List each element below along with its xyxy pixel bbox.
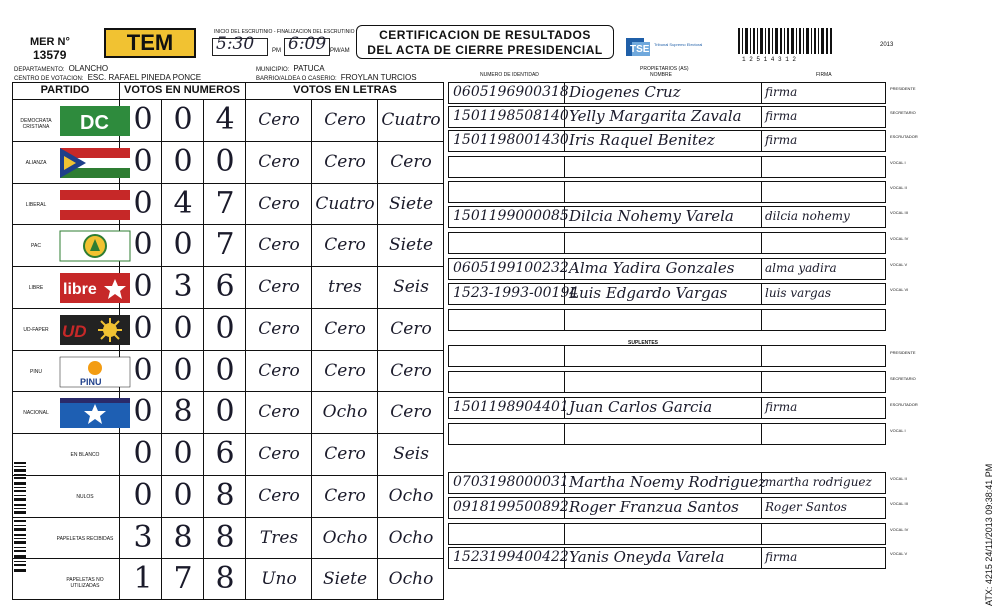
vote-digit: 0 — [173, 352, 193, 388]
member-signature: firma — [765, 85, 798, 99]
member-signature: firma — [765, 550, 798, 564]
vote-word: Cero — [258, 402, 300, 423]
end-ampm: PM/AM — [330, 48, 350, 54]
vote-word: Cero — [390, 151, 432, 172]
mer-label: MER N° — [30, 36, 70, 48]
member-name: Martha Noemy Rodriguez — [569, 473, 767, 491]
member-role: VOCAL V — [890, 551, 908, 556]
member-id: 1501198508140 — [453, 108, 569, 124]
member-id: 0703198000031 — [453, 474, 569, 490]
member-signature: alma yadira — [765, 261, 837, 275]
vote-digit: 1 — [133, 561, 153, 597]
vote-word: Cero — [258, 151, 300, 172]
department — [14, 64, 108, 73]
member-row — [448, 258, 886, 280]
vote-digit: 0 — [173, 310, 193, 346]
vote-word: Siete — [388, 193, 434, 214]
member-row — [448, 283, 886, 305]
member-role: VOCAL III — [890, 501, 908, 506]
voting-center-label: CENTRO DE VOTACION: — [14, 76, 84, 82]
vote-digit: 3 — [133, 519, 153, 555]
party-flag-icon — [60, 190, 130, 220]
logo-text: TSE — [630, 44, 650, 55]
member-name: Dilcia Nohemy Varela — [569, 207, 734, 225]
vote-digit: 0 — [215, 310, 235, 346]
party-row — [13, 351, 443, 393]
member-role: SECRETARIO — [890, 110, 916, 115]
department-value: OLANCHO — [68, 64, 109, 73]
party-row — [13, 184, 443, 226]
col-sign-header: FIRMA — [816, 72, 832, 78]
member-signature: Roger Santos — [765, 500, 847, 514]
member-name: Juan Carlos Garcia — [569, 398, 713, 416]
member-row — [448, 130, 886, 152]
member-name: Yelly Margarita Zavala — [569, 107, 742, 125]
party-name: NULOS — [76, 493, 94, 500]
vote-word: Uno — [261, 569, 297, 590]
vote-word: Tres — [259, 527, 299, 548]
member-row — [448, 156, 886, 178]
party-row — [13, 142, 443, 184]
vote-word: Cero — [324, 235, 366, 256]
tse-logo-icon — [624, 34, 703, 60]
voting-center — [14, 73, 201, 82]
member-name: Yanis Oneyda Varela — [569, 548, 725, 566]
member-role: VOCAL IV — [890, 527, 909, 532]
vote-digit: 0 — [215, 143, 235, 179]
suplentes-label: SUPLENTES — [628, 340, 659, 346]
member-role: PRESIDENTE — [890, 86, 916, 91]
party-row — [13, 225, 443, 267]
header-votes-numbers: VOTOS EN NUMEROS — [124, 84, 240, 96]
member-row — [448, 309, 886, 331]
vote-digit: 0 — [133, 185, 153, 221]
member-id: 1523-1993-00194 — [453, 285, 579, 301]
member-id: 1523199400422 — [453, 549, 569, 565]
member-signature: firma — [765, 109, 798, 123]
member-id: 1501198001430 — [453, 132, 569, 148]
vote-digit: 0 — [133, 227, 153, 263]
party-flag-icon — [60, 315, 130, 345]
vote-word: Seis — [393, 277, 429, 297]
member-id: 0918199500892 — [453, 499, 569, 515]
member-row — [448, 232, 886, 254]
member-signature: luis vargas — [765, 286, 832, 300]
vote-word: Cero — [390, 402, 432, 423]
vote-digit: 0 — [133, 352, 153, 388]
vote-word: Cero — [324, 485, 366, 506]
member-id: 0605199100232 — [453, 260, 569, 276]
vote-word: tres — [328, 277, 362, 297]
vote-word: Cero — [324, 151, 366, 172]
village-value: FROYLAN TURCIOS — [340, 73, 417, 82]
vote-digit: 8 — [215, 477, 235, 513]
mer-number: 13579 — [33, 48, 67, 62]
party-row — [13, 518, 443, 560]
municipality — [256, 64, 325, 73]
member-role: VOCAL II — [890, 185, 907, 190]
table-type-badge: TEM — [104, 28, 196, 58]
vote-word: Cuatro — [381, 110, 441, 130]
vote-digit: 3 — [173, 269, 193, 304]
vote-digit: 0 — [133, 269, 153, 304]
svg-text:libre: libre — [63, 281, 97, 298]
vote-word: Cero — [258, 318, 300, 339]
member-id: 0605196900318 — [453, 84, 569, 100]
member-role: VOCAL VI — [890, 287, 909, 292]
vote-digit: 0 — [133, 436, 153, 471]
member-name: Diogenes Cruz — [569, 83, 681, 101]
vote-word: Cero — [324, 110, 366, 130]
member-row — [448, 472, 886, 494]
member-name: Roger Franzua Santos — [569, 498, 739, 516]
header-votes-words: VOTOS EN LETRAS — [293, 84, 397, 96]
svg-text:DC: DC — [80, 112, 109, 134]
year: 2013 — [880, 42, 894, 48]
party-name: EN BLANCO — [70, 452, 100, 458]
member-row — [448, 547, 886, 569]
member-row — [448, 371, 886, 393]
member-role: SECRETARIO — [890, 376, 916, 381]
village — [256, 73, 417, 82]
vote-digit: 0 — [133, 143, 153, 179]
member-signature: firma — [765, 133, 798, 147]
vote-word: Cero — [390, 318, 432, 339]
vote-digit: 0 — [133, 102, 153, 137]
member-signature: firma — [765, 400, 798, 414]
municipality-label: MUNICIPIO: — [256, 67, 290, 73]
voting-center-value: ESC. RAFAEL PINEDA PONCE — [87, 73, 202, 82]
vote-digit: 7 — [215, 227, 235, 263]
vote-word: Cuatro — [315, 193, 375, 214]
party-name: PAC — [31, 243, 41, 250]
vote-word: Seis — [393, 444, 429, 464]
header-partido: PARTIDO — [40, 84, 90, 96]
timestamp-stamp: ATX: 4215 24/11/2013 09:38:41 PM — [984, 463, 994, 606]
results-table — [12, 82, 444, 600]
party-row — [13, 559, 443, 601]
vote-digit: 0 — [215, 394, 235, 430]
party-row — [13, 267, 443, 309]
member-row — [448, 345, 886, 367]
member-role: ESCRUTADOR — [890, 134, 918, 139]
document-title — [356, 25, 614, 59]
vote-digit: 4 — [173, 185, 193, 221]
vote-digit: 8 — [215, 519, 235, 555]
party-flag-icon — [60, 106, 130, 136]
party-name: LIBERAL — [25, 201, 47, 208]
party-name: PAPELETAS NO UTILIZADAS — [66, 577, 104, 590]
party-name: NACIONAL — [23, 410, 49, 417]
party-flag-icon — [60, 148, 130, 178]
vote-word: Ocho — [388, 569, 434, 590]
member-name: Alma Yadira Gonzales — [569, 259, 735, 277]
vote-word: Cero — [390, 360, 432, 381]
vote-word: Cero — [258, 360, 300, 381]
svg-text:PINU: PINU — [80, 376, 102, 387]
party-name: PINU — [30, 368, 42, 375]
member-signature: dilcia nohemy — [765, 209, 850, 223]
party-row — [13, 309, 443, 351]
start-ampm: PM — [272, 48, 281, 54]
table-header — [13, 83, 443, 100]
col-id-header: NUMERO DE IDENTIDAD — [480, 72, 539, 78]
vote-digit: 0 — [173, 102, 193, 137]
vote-digit: 0 — [133, 477, 153, 513]
party-name: PAPELETAS RECIBIDAS — [56, 535, 114, 542]
vote-word: Ocho — [322, 527, 368, 548]
member-name: Iris Raquel Benitez — [569, 131, 715, 149]
vote-word: Cero — [258, 235, 300, 256]
logo-caption: Tribunal Supremo Electoral — [654, 42, 703, 47]
member-role: VOCAL I — [890, 160, 906, 165]
vote-word: Siete — [388, 235, 434, 256]
vote-digit: 7 — [173, 561, 193, 597]
vote-word: Cero — [258, 277, 300, 297]
vote-digit: 0 — [133, 394, 153, 430]
vote-word: Cero — [258, 485, 300, 506]
party-flag-icon — [60, 398, 130, 428]
vote-digit: 0 — [173, 227, 193, 263]
vote-word: Siete — [322, 569, 368, 590]
member-role: VOCAL V — [890, 262, 908, 267]
party-row — [13, 476, 443, 518]
svg-text:UD: UD — [62, 321, 87, 341]
member-row — [448, 106, 886, 128]
col-name-header: NOMBRE — [650, 72, 672, 78]
vote-digit: 8 — [173, 394, 193, 430]
vote-digit: 7 — [215, 185, 235, 221]
party-name: ALIANZA — [25, 159, 47, 166]
member-row — [448, 423, 886, 445]
vote-word: Ocho — [388, 527, 434, 548]
vote-digit: 8 — [215, 561, 235, 597]
party-name: LIBRE — [28, 285, 44, 291]
member-row — [448, 82, 886, 104]
member-role: VOCAL II — [890, 476, 907, 481]
vote-digit: 6 — [215, 436, 235, 471]
member-id: 1501199000085 — [453, 208, 569, 224]
member-role: VOCAL III — [890, 210, 908, 215]
municipality-value: PATUCA — [293, 64, 325, 73]
vote-word: Cero — [324, 318, 366, 339]
title-line-2: DEL ACTA DE CIERRE PRESIDENCIAL — [367, 43, 603, 57]
vote-word: Cero — [258, 110, 300, 130]
member-role: VOCAL I — [890, 428, 906, 433]
vote-digit: 0 — [173, 477, 193, 513]
vote-digit: 0 — [173, 436, 193, 471]
proprietary-label: PROPIETARIOS (AS) — [640, 66, 689, 72]
party-row — [13, 434, 443, 476]
member-name: Luis Edgardo Vargas — [569, 284, 728, 302]
department-label: DEPARTAMENTO: — [14, 67, 65, 73]
barcode-icon — [738, 28, 834, 62]
start-time: 5:30 — [216, 34, 255, 54]
party-row — [13, 392, 443, 434]
vote-word: Cero — [258, 444, 300, 464]
party-name: UD-FAPER — [23, 326, 49, 333]
party-flag-icon — [60, 273, 130, 303]
end-time: 6:09 — [288, 34, 327, 54]
vote-digit: 0 — [133, 310, 153, 346]
vote-word: Ocho — [322, 402, 368, 423]
barcode-text: 1 2 5 1 4 3 1 2 — [742, 56, 797, 63]
vote-digit: 0 — [215, 352, 235, 388]
title-line-1: CERTIFICACION DE RESULTADOS — [379, 28, 591, 42]
member-role: PRESIDENTE — [890, 350, 916, 355]
member-row — [448, 397, 886, 419]
vote-digit: 8 — [173, 519, 193, 555]
member-id: 1501198904401 — [453, 399, 569, 415]
member-signature: martha rodriguez — [765, 475, 872, 489]
vote-word: Ocho — [388, 485, 434, 506]
member-row — [448, 523, 886, 545]
hour-label: INICIO DEL ESCRUTINIO - FINALIZACION DEL ESCRUTINIO — [214, 29, 355, 35]
member-role: VOCAL IV — [890, 236, 909, 241]
vote-digit: 6 — [215, 269, 235, 304]
member-row — [448, 206, 886, 228]
vote-digit: 4 — [215, 102, 235, 137]
vote-digit: 0 — [173, 143, 193, 179]
member-role: ESCRUTADOR — [890, 402, 918, 407]
village-label: BARRIO/ALDEA O CASERIO: — [256, 76, 337, 82]
party-name: DEMOCRATA CRISTIANA — [20, 118, 52, 130]
party-row — [13, 100, 443, 142]
vote-word: Cero — [258, 193, 300, 214]
party-flag-icon — [60, 231, 130, 261]
party-flag-icon — [60, 357, 130, 387]
vote-word: Cero — [324, 360, 366, 381]
member-row — [448, 181, 886, 203]
vote-word: Cero — [324, 444, 366, 464]
member-row — [448, 497, 886, 519]
